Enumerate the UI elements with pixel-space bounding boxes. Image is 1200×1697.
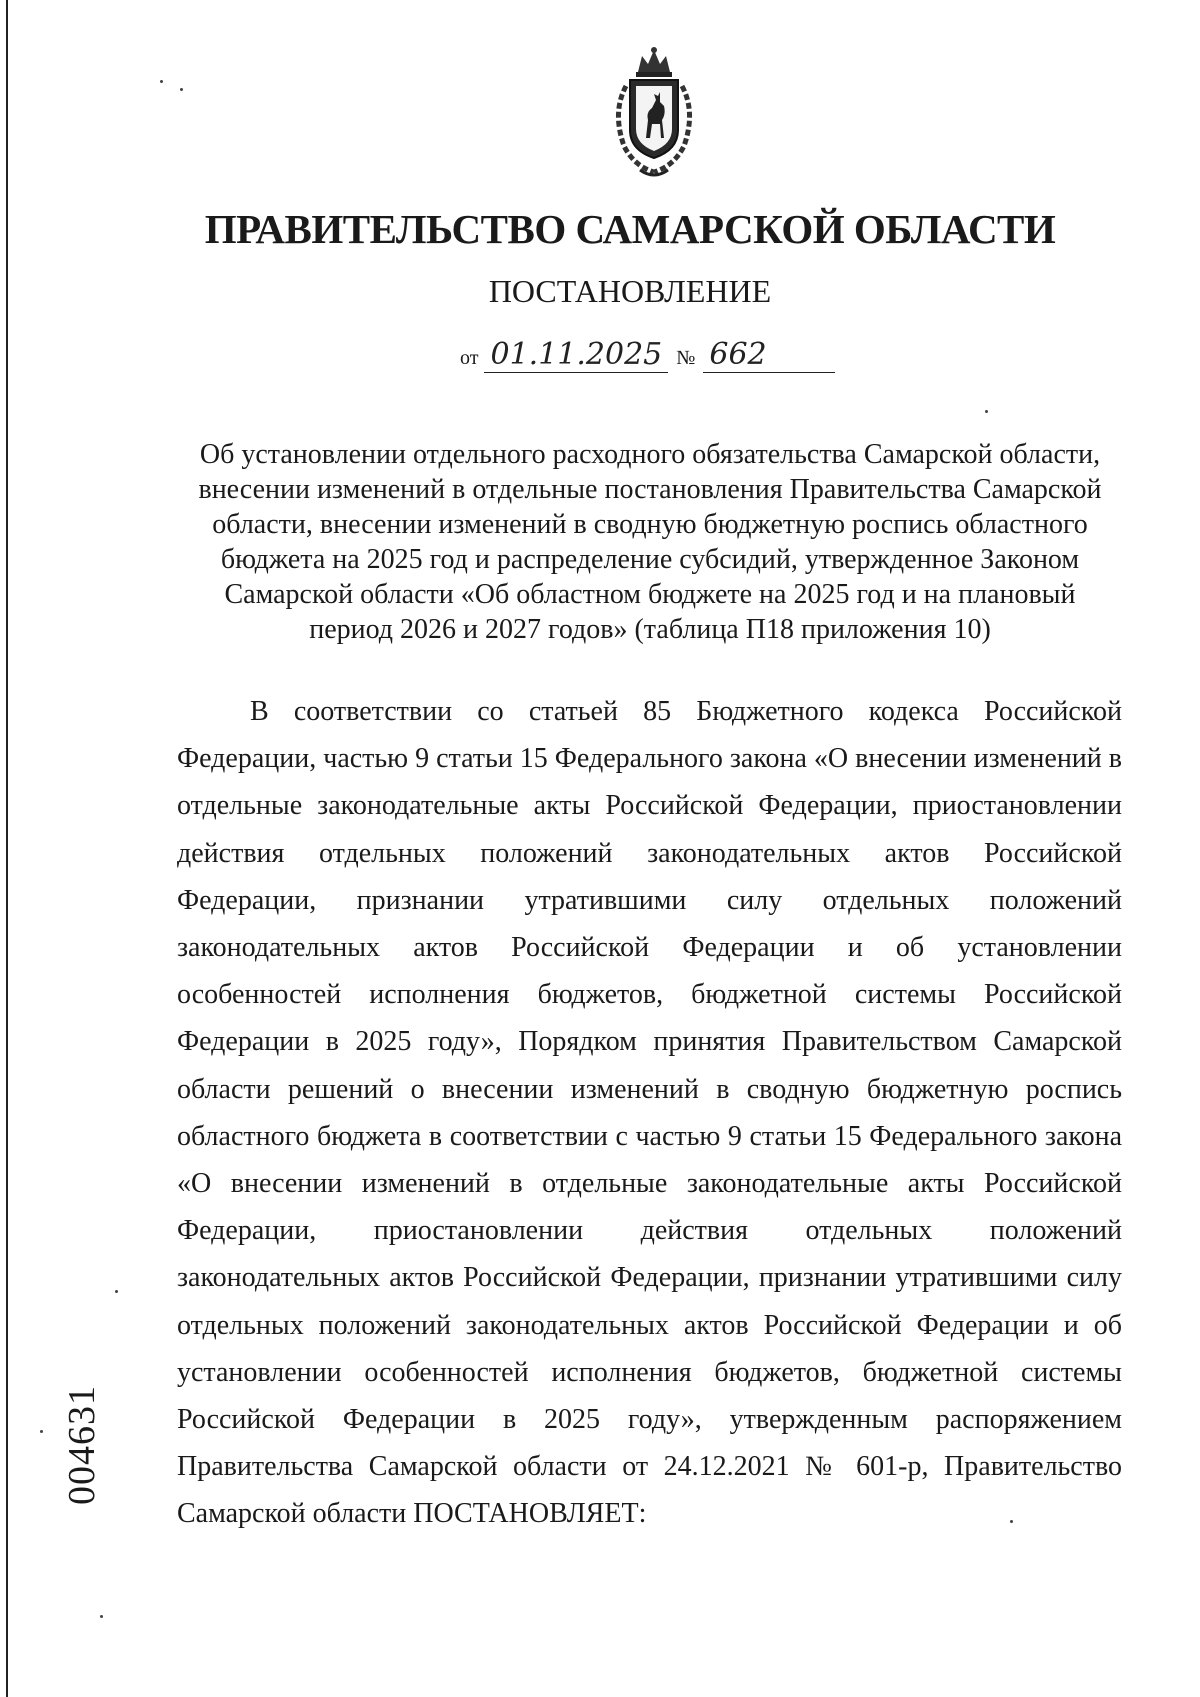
document-number: 662: [703, 338, 835, 373]
scan-speck: [160, 80, 163, 83]
scan-speck: [180, 88, 183, 91]
scan-speck: [115, 1290, 118, 1293]
margin-stamp-number: 004631: [61, 1385, 103, 1505]
date-prefix: от: [460, 347, 479, 369]
government-title: ПРАВИТЕЛЬСТВО САМАРСКОЙ ОБЛАСТИ: [204, 206, 1056, 252]
samara-coat-of-arms-icon: [590, 42, 718, 182]
scan-speck: [40, 1430, 43, 1433]
document-subject: Об установлении отдельного расходного обязательства Самарской области, внесении изменений в отдельные постановления Правительства Самарской области, внесении изменений в сводную бюджетную роспись областного бюджета на 2025 год и распределение субсидий, утвержденное Законом Самарской области «Об областном бюджете на 2025 год и на плановый период 2026 и 2027 годов» (таблица П18 приложения 10): [198, 439, 1102, 645]
number-prefix: №: [676, 347, 696, 369]
scan-speck: [100, 1615, 103, 1618]
scan-speck: [1010, 1520, 1013, 1523]
date-number-line: [460, 333, 835, 373]
document-type: ПОСТАНОВЛЕНИЕ: [488, 273, 772, 309]
body-paragraph: В соответствии со статьей 85 Бюджетного кодекса Российской Федерации, частью 9 статьи 15 Федерального закона «О внесении изменений в отдельные законодательные акты Российской Федерации, приостановлении действия отдельных положений законодательных актов Российской Федерации, признании утратившими силу отдельных положений законодательных актов Российской Федерации и об установлении особенностей исполнения бюджетов, бюджетной системы Российской Федерации в 2025 году», Порядком принятия Правительством Самарской области решений о внесении изменений в сводную бюджетную роспись областного бюджета в соответствии с частью 9 статьи 15 Федерального закона «О внесении изменений в отдельные законодательные акты Российской Федерации, приостановлении действия отдельных положений законодательных актов Российской Федерации, признании утратившими силу отдельных положений законодательных актов Российской Федерации и об установлении особенностей исполнения бюджетов, бюджетной системы Российской Федерации в 2025 году», утвержденным распоряжением Правительства Самарской области от 24.12.2021 № 601-р, Правительство Самарской области ПОСТАНОВЛЯЕТ:: [177, 696, 1122, 1530]
scan-speck: [985, 410, 988, 413]
document-date: 01.11.2025: [484, 338, 668, 373]
page-edge-line: [6, 0, 8, 1697]
